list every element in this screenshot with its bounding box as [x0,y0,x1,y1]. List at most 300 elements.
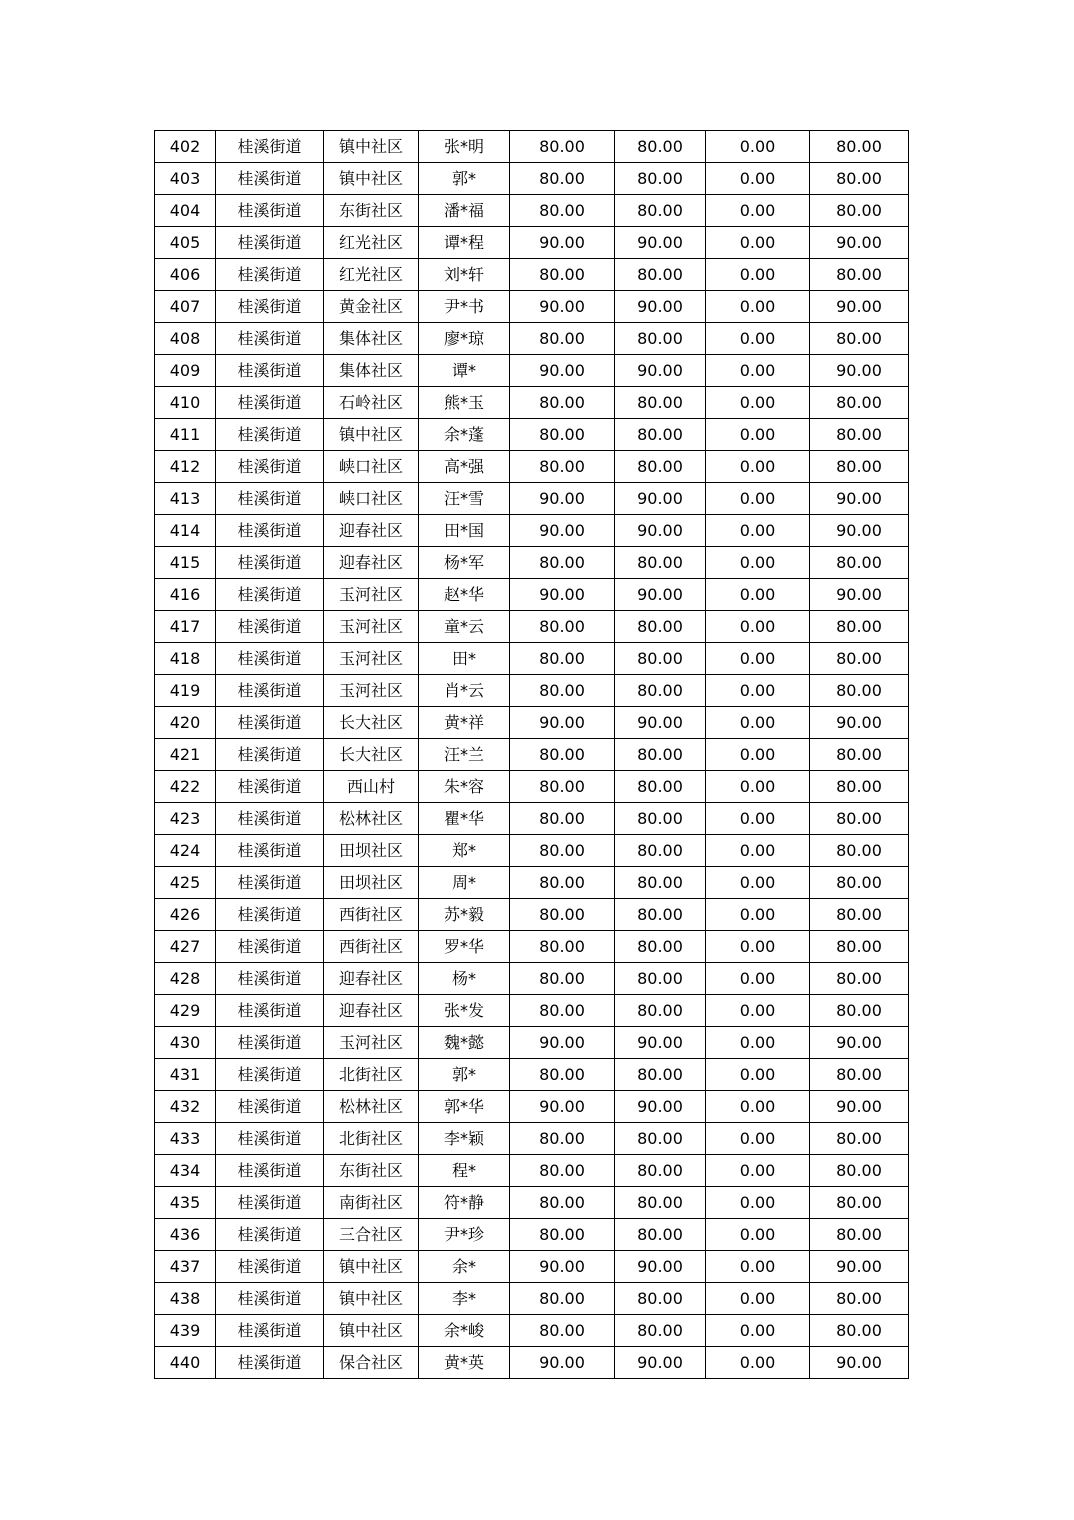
amount-cell: 90.00 [810,1251,909,1283]
amount-cell: 0.00 [706,835,810,867]
community-cell: 迎春社区 [324,963,419,995]
row-number-cell: 413 [155,483,216,515]
row-number-cell: 428 [155,963,216,995]
amount-cell: 0.00 [706,483,810,515]
name-cell: 尹*书 [419,291,510,323]
name-cell: 潘*福 [419,195,510,227]
amount-cell: 90.00 [615,483,706,515]
street-cell: 桂溪街道 [216,291,324,323]
name-cell: 廖*琼 [419,323,510,355]
amount-cell: 90.00 [615,707,706,739]
street-cell: 桂溪街道 [216,1027,324,1059]
table-body [155,131,909,1379]
name-cell: 周* [419,867,510,899]
street-cell: 桂溪街道 [216,739,324,771]
amount-cell: 0.00 [706,355,810,387]
data-table [154,130,909,1379]
name-cell: 李*颖 [419,1123,510,1155]
table-row [155,643,909,675]
amount-cell: 0.00 [706,1027,810,1059]
amount-cell: 90.00 [510,1091,615,1123]
street-cell: 桂溪街道 [216,1219,324,1251]
street-cell: 桂溪街道 [216,995,324,1027]
community-cell: 黄金社区 [324,291,419,323]
amount-cell: 80.00 [615,611,706,643]
amount-cell: 80.00 [615,1187,706,1219]
amount-cell: 90.00 [510,1251,615,1283]
row-number-cell: 435 [155,1187,216,1219]
table-row [155,259,909,291]
amount-cell: 80.00 [810,131,909,163]
amount-cell: 80.00 [615,1123,706,1155]
row-number-cell: 403 [155,163,216,195]
amount-cell: 80.00 [510,1155,615,1187]
table-row [155,1027,909,1059]
row-number-cell: 431 [155,1059,216,1091]
community-cell: 镇中社区 [324,1283,419,1315]
row-number-cell: 408 [155,323,216,355]
amount-cell: 80.00 [810,323,909,355]
street-cell: 桂溪街道 [216,1315,324,1347]
amount-cell: 90.00 [615,1027,706,1059]
name-cell: 肖*云 [419,675,510,707]
amount-cell: 80.00 [615,835,706,867]
amount-cell: 80.00 [810,1187,909,1219]
row-number-cell: 440 [155,1347,216,1379]
row-number-cell: 420 [155,707,216,739]
table-row [155,771,909,803]
amount-cell: 80.00 [810,675,909,707]
street-cell: 桂溪街道 [216,483,324,515]
amount-cell: 80.00 [615,739,706,771]
table-row [155,579,909,611]
table-row [155,291,909,323]
amount-cell: 80.00 [810,451,909,483]
amount-cell: 80.00 [615,387,706,419]
amount-cell: 90.00 [810,515,909,547]
amount-cell: 80.00 [810,867,909,899]
street-cell: 桂溪街道 [216,579,324,611]
amount-cell: 0.00 [706,1315,810,1347]
amount-cell: 0.00 [706,515,810,547]
street-cell: 桂溪街道 [216,1283,324,1315]
community-cell: 石岭社区 [324,387,419,419]
amount-cell: 0.00 [706,1251,810,1283]
amount-cell: 80.00 [615,259,706,291]
amount-cell: 80.00 [510,1315,615,1347]
amount-cell: 90.00 [510,355,615,387]
row-number-cell: 405 [155,227,216,259]
amount-cell: 80.00 [510,835,615,867]
amount-cell: 80.00 [510,867,615,899]
name-cell: 高*强 [419,451,510,483]
community-cell: 迎春社区 [324,995,419,1027]
street-cell: 桂溪街道 [216,643,324,675]
name-cell: 罗*华 [419,931,510,963]
street-cell: 桂溪街道 [216,1155,324,1187]
community-cell: 保合社区 [324,1347,419,1379]
table-row [155,1347,909,1379]
community-cell: 峡口社区 [324,451,419,483]
amount-cell: 80.00 [615,451,706,483]
amount-cell: 80.00 [510,931,615,963]
row-number-cell: 437 [155,1251,216,1283]
table-row [155,931,909,963]
community-cell: 红光社区 [324,227,419,259]
table-row [155,387,909,419]
row-number-cell: 414 [155,515,216,547]
amount-cell: 80.00 [510,259,615,291]
amount-cell: 0.00 [706,931,810,963]
community-cell: 镇中社区 [324,1251,419,1283]
amount-cell: 0.00 [706,707,810,739]
table-row [155,707,909,739]
table-row [155,867,909,899]
name-cell: 郑* [419,835,510,867]
community-cell: 北街社区 [324,1059,419,1091]
community-cell: 镇中社区 [324,131,419,163]
amount-cell: 0.00 [706,1123,810,1155]
name-cell: 魏*懿 [419,1027,510,1059]
name-cell: 黄*祥 [419,707,510,739]
street-cell: 桂溪街道 [216,355,324,387]
table-row [155,611,909,643]
amount-cell: 80.00 [510,675,615,707]
amount-cell: 90.00 [615,515,706,547]
street-cell: 桂溪街道 [216,1091,324,1123]
street-cell: 桂溪街道 [216,515,324,547]
row-number-cell: 407 [155,291,216,323]
row-number-cell: 412 [155,451,216,483]
street-cell: 桂溪街道 [216,899,324,931]
name-cell: 郭*华 [419,1091,510,1123]
amount-cell: 0.00 [706,1283,810,1315]
row-number-cell: 438 [155,1283,216,1315]
street-cell: 桂溪街道 [216,1347,324,1379]
table-row [155,227,909,259]
row-number-cell: 439 [155,1315,216,1347]
name-cell: 汪*兰 [419,739,510,771]
amount-cell: 80.00 [510,771,615,803]
amount-cell: 90.00 [615,227,706,259]
amount-cell: 80.00 [810,995,909,1027]
amount-cell: 0.00 [706,643,810,675]
name-cell: 杨* [419,963,510,995]
row-number-cell: 434 [155,1155,216,1187]
table-row [155,131,909,163]
amount-cell: 80.00 [615,995,706,1027]
street-cell: 桂溪街道 [216,1251,324,1283]
community-cell: 镇中社区 [324,163,419,195]
amount-cell: 80.00 [510,451,615,483]
community-cell: 集体社区 [324,323,419,355]
name-cell: 苏*毅 [419,899,510,931]
street-cell: 桂溪街道 [216,611,324,643]
name-cell: 程* [419,1155,510,1187]
row-number-cell: 432 [155,1091,216,1123]
amount-cell: 80.00 [510,995,615,1027]
community-cell: 东街社区 [324,1155,419,1187]
row-number-cell: 433 [155,1123,216,1155]
amount-cell: 90.00 [615,291,706,323]
street-cell: 桂溪街道 [216,803,324,835]
name-cell: 田* [419,643,510,675]
name-cell: 余*峻 [419,1315,510,1347]
table-row [155,419,909,451]
amount-cell: 80.00 [810,1155,909,1187]
amount-cell: 80.00 [510,1123,615,1155]
name-cell: 郭* [419,163,510,195]
street-cell: 桂溪街道 [216,547,324,579]
table-row [155,451,909,483]
name-cell: 余* [419,1251,510,1283]
amount-cell: 0.00 [706,291,810,323]
amount-cell: 90.00 [810,227,909,259]
row-number-cell: 422 [155,771,216,803]
name-cell: 朱*容 [419,771,510,803]
amount-cell: 80.00 [510,739,615,771]
street-cell: 桂溪街道 [216,675,324,707]
name-cell: 刘*轩 [419,259,510,291]
amount-cell: 80.00 [510,131,615,163]
amount-cell: 0.00 [706,451,810,483]
amount-cell: 0.00 [706,163,810,195]
row-number-cell: 416 [155,579,216,611]
table-row [155,355,909,387]
name-cell: 瞿*华 [419,803,510,835]
community-cell: 西街社区 [324,931,419,963]
amount-cell: 80.00 [510,963,615,995]
row-number-cell: 430 [155,1027,216,1059]
amount-cell: 80.00 [615,131,706,163]
name-cell: 杨*军 [419,547,510,579]
street-cell: 桂溪街道 [216,163,324,195]
community-cell: 田坝社区 [324,835,419,867]
row-number-cell: 424 [155,835,216,867]
table-row [155,835,909,867]
amount-cell: 80.00 [615,963,706,995]
amount-cell: 80.00 [615,163,706,195]
amount-cell: 80.00 [810,771,909,803]
amount-cell: 90.00 [615,1347,706,1379]
amount-cell: 80.00 [810,1059,909,1091]
amount-cell: 80.00 [615,771,706,803]
street-cell: 桂溪街道 [216,195,324,227]
amount-cell: 90.00 [510,227,615,259]
community-cell: 镇中社区 [324,1315,419,1347]
street-cell: 桂溪街道 [216,931,324,963]
amount-cell: 0.00 [706,611,810,643]
street-cell: 桂溪街道 [216,419,324,451]
table-row [155,1155,909,1187]
name-cell: 尹*珍 [419,1219,510,1251]
amount-cell: 90.00 [810,707,909,739]
name-cell: 田*国 [419,515,510,547]
name-cell: 符*静 [419,1187,510,1219]
table-row [155,899,909,931]
row-number-cell: 429 [155,995,216,1027]
community-cell: 田坝社区 [324,867,419,899]
name-cell: 郭* [419,1059,510,1091]
table-row [155,483,909,515]
amount-cell: 0.00 [706,1059,810,1091]
amount-cell: 80.00 [810,1123,909,1155]
amount-cell: 0.00 [706,1347,810,1379]
amount-cell: 80.00 [510,163,615,195]
amount-cell: 80.00 [510,1283,615,1315]
amount-cell: 80.00 [810,1219,909,1251]
row-number-cell: 411 [155,419,216,451]
amount-cell: 80.00 [510,323,615,355]
amount-cell: 0.00 [706,739,810,771]
table-row [155,739,909,771]
row-number-cell: 415 [155,547,216,579]
amount-cell: 80.00 [810,1283,909,1315]
community-cell: 长大社区 [324,739,419,771]
row-number-cell: 406 [155,259,216,291]
table-row [155,1059,909,1091]
amount-cell: 0.00 [706,227,810,259]
table-row [155,803,909,835]
row-number-cell: 410 [155,387,216,419]
street-cell: 桂溪街道 [216,387,324,419]
street-cell: 桂溪街道 [216,1059,324,1091]
amount-cell: 80.00 [615,899,706,931]
amount-cell: 0.00 [706,995,810,1027]
table-row [155,1251,909,1283]
name-cell: 谭* [419,355,510,387]
amount-cell: 90.00 [615,355,706,387]
amount-cell: 80.00 [615,1315,706,1347]
amount-cell: 80.00 [810,611,909,643]
amount-cell: 0.00 [706,1155,810,1187]
amount-cell: 80.00 [510,643,615,675]
amount-cell: 90.00 [810,1027,909,1059]
amount-cell: 80.00 [810,739,909,771]
street-cell: 桂溪街道 [216,131,324,163]
street-cell: 桂溪街道 [216,835,324,867]
community-cell: 东街社区 [324,195,419,227]
amount-cell: 90.00 [510,483,615,515]
amount-cell: 0.00 [706,899,810,931]
community-cell: 长大社区 [324,707,419,739]
community-cell: 峡口社区 [324,483,419,515]
amount-cell: 0.00 [706,963,810,995]
community-cell: 北街社区 [324,1123,419,1155]
amount-cell: 90.00 [810,1347,909,1379]
amount-cell: 80.00 [810,899,909,931]
amount-cell: 80.00 [615,675,706,707]
amount-cell: 90.00 [510,515,615,547]
amount-cell: 0.00 [706,259,810,291]
amount-cell: 90.00 [510,291,615,323]
table-row [155,1315,909,1347]
community-cell: 镇中社区 [324,419,419,451]
amount-cell: 80.00 [810,387,909,419]
amount-cell: 80.00 [810,419,909,451]
amount-cell: 80.00 [510,1059,615,1091]
amount-cell: 0.00 [706,131,810,163]
amount-cell: 80.00 [615,419,706,451]
street-cell: 桂溪街道 [216,771,324,803]
amount-cell: 80.00 [510,1219,615,1251]
street-cell: 桂溪街道 [216,707,324,739]
table-row [155,963,909,995]
amount-cell: 80.00 [510,611,615,643]
community-cell: 玉河社区 [324,611,419,643]
street-cell: 桂溪街道 [216,323,324,355]
amount-cell: 0.00 [706,1187,810,1219]
row-number-cell: 402 [155,131,216,163]
amount-cell: 80.00 [810,547,909,579]
amount-cell: 90.00 [810,355,909,387]
row-number-cell: 421 [155,739,216,771]
table-row [155,1123,909,1155]
table-row [155,1187,909,1219]
community-cell: 玉河社区 [324,643,419,675]
amount-cell: 90.00 [615,1251,706,1283]
amount-cell: 0.00 [706,803,810,835]
table-row [155,1219,909,1251]
row-number-cell: 425 [155,867,216,899]
amount-cell: 80.00 [510,547,615,579]
amount-cell: 80.00 [615,931,706,963]
street-cell: 桂溪街道 [216,259,324,291]
row-number-cell: 436 [155,1219,216,1251]
community-cell: 西山村 [324,771,419,803]
amount-cell: 90.00 [510,1027,615,1059]
amount-cell: 80.00 [510,803,615,835]
amount-cell: 0.00 [706,675,810,707]
amount-cell: 90.00 [810,579,909,611]
street-cell: 桂溪街道 [216,1123,324,1155]
name-cell: 张*明 [419,131,510,163]
name-cell: 汪*雪 [419,483,510,515]
table-row [155,1091,909,1123]
amount-cell: 80.00 [510,1187,615,1219]
community-cell: 南街社区 [324,1187,419,1219]
community-cell: 玉河社区 [324,579,419,611]
community-cell: 迎春社区 [324,547,419,579]
amount-cell: 80.00 [615,867,706,899]
amount-cell: 90.00 [615,579,706,611]
row-number-cell: 417 [155,611,216,643]
community-cell: 集体社区 [324,355,419,387]
community-cell: 松林社区 [324,803,419,835]
amount-cell: 0.00 [706,1091,810,1123]
street-cell: 桂溪街道 [216,963,324,995]
table-row [155,195,909,227]
amount-cell: 80.00 [615,1059,706,1091]
amount-cell: 90.00 [510,579,615,611]
amount-cell: 80.00 [615,195,706,227]
name-cell: 熊*玉 [419,387,510,419]
amount-cell: 0.00 [706,323,810,355]
amount-cell: 80.00 [810,163,909,195]
amount-cell: 0.00 [706,771,810,803]
amount-cell: 80.00 [510,387,615,419]
amount-cell: 80.00 [615,803,706,835]
name-cell: 童*云 [419,611,510,643]
row-number-cell: 404 [155,195,216,227]
row-number-cell: 423 [155,803,216,835]
community-cell: 玉河社区 [324,675,419,707]
amount-cell: 90.00 [810,483,909,515]
amount-cell: 80.00 [615,643,706,675]
amount-cell: 80.00 [810,931,909,963]
amount-cell: 0.00 [706,195,810,227]
amount-cell: 80.00 [615,1219,706,1251]
